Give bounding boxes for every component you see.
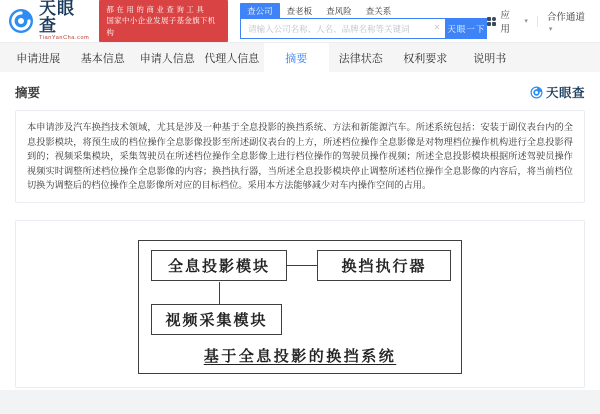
partner-channel-menu[interactable] bbox=[547, 9, 592, 34]
figure-caption: 基于全息投影的换挡系统 bbox=[203, 348, 397, 365]
tab-claims[interactable]: 权利要求 bbox=[403, 52, 448, 65]
apps-label: 应用 bbox=[500, 10, 510, 35]
clear-search-icon[interactable]: ✕ bbox=[433, 22, 441, 32]
promo-line1: 都在用的商业查询工具 bbox=[106, 4, 207, 14]
figure-connector-horizontal bbox=[287, 265, 317, 266]
apps-grid-icon bbox=[487, 17, 496, 26]
search-block bbox=[240, 3, 487, 39]
patent-figure-box bbox=[15, 220, 585, 388]
tab-abstract[interactable]: 摘要 bbox=[264, 43, 329, 72]
partner-label: 合作通道 bbox=[546, 11, 585, 23]
section-title: 摘要 bbox=[15, 86, 41, 100]
abstract-text: 本申请涉及汽车换挡技术领域，尤其是涉及一种基于全息投影的换挡系统、方法和新能源汽车。所述系统包括：安装于副仪表台内的全息投影模块，将预生成的档位操作全息影像投影至所述副仪表台的上方，所述档位操作全息影像是对物理档位操作机构进行全息投影得到的；视频采集模块，采集驾驶员在所述档位操作全息影像上进行档位操作的驾驶员操作视频；所述全息投影模块根据所述驾驶员操作视频实时调整所述档位操作全息影像的内容；换挡执行器，当所述全息投影模块停止调整所述档位操作全息影像的内容后，将当前档位切换为调整后的档位操作全息影像所对应的目标档位。采用本方法能够减少对车内操作空间的占用。 bbox=[27, 122, 573, 191]
caret-down-icon: ▾ bbox=[548, 25, 553, 33]
tianyancha-logo[interactable] bbox=[8, 0, 91, 42]
logo-title: 天眼查 bbox=[39, 0, 75, 36]
page-background-strip bbox=[0, 390, 600, 414]
caret-down-icon: ▾ bbox=[524, 18, 528, 25]
tab-applicant-info[interactable]: 申请人信息 bbox=[139, 52, 195, 65]
abstract-section bbox=[0, 72, 600, 390]
promo-line2: 国家中小企业发展子基金旗下机构 bbox=[106, 16, 216, 37]
apps-menu[interactable] bbox=[487, 7, 528, 35]
tab-application-progress[interactable]: 申请进展 bbox=[16, 52, 61, 65]
watermark-logo bbox=[530, 83, 585, 101]
tianyancha-eye-icon bbox=[8, 8, 34, 34]
search-tab-boss[interactable]: 查老板 bbox=[286, 6, 313, 16]
search-tab-relation[interactable]: 查关系 bbox=[365, 6, 392, 16]
tab-agent-info[interactable]: 代理人信息 bbox=[204, 52, 260, 65]
search-input[interactable] bbox=[240, 18, 445, 39]
watermark-label: 天眼查 bbox=[545, 86, 585, 100]
top-header bbox=[0, 0, 600, 42]
patent-section-tabs bbox=[0, 42, 600, 72]
header-right bbox=[487, 7, 592, 35]
figure-node-video-capture-module: 视频采集模块 bbox=[151, 304, 282, 335]
figure-connector-vertical bbox=[219, 282, 220, 304]
figure-node-gear-shift-actuator: 换挡执行器 bbox=[317, 250, 451, 281]
abstract-text-box bbox=[15, 110, 585, 203]
search-tabs bbox=[240, 3, 487, 18]
tab-legal-status[interactable]: 法律状态 bbox=[338, 52, 383, 65]
promo-badge bbox=[99, 0, 228, 42]
tianyancha-eye-icon bbox=[530, 86, 543, 99]
tab-specification[interactable]: 说明书 bbox=[473, 52, 507, 65]
figure-node-holographic-projection-module: 全息投影模块 bbox=[151, 250, 287, 281]
header-divider bbox=[537, 16, 538, 27]
search-tab-company[interactable]: 查公司 bbox=[240, 3, 280, 18]
figure-system-boundary bbox=[138, 240, 462, 374]
tab-basic-info[interactable]: 基本信息 bbox=[80, 52, 125, 65]
search-button[interactable]: 天眼一下 bbox=[445, 18, 487, 39]
logo-subtitle: TianYanCha.com bbox=[39, 35, 90, 42]
search-tab-risk[interactable]: 查风险 bbox=[326, 6, 352, 16]
